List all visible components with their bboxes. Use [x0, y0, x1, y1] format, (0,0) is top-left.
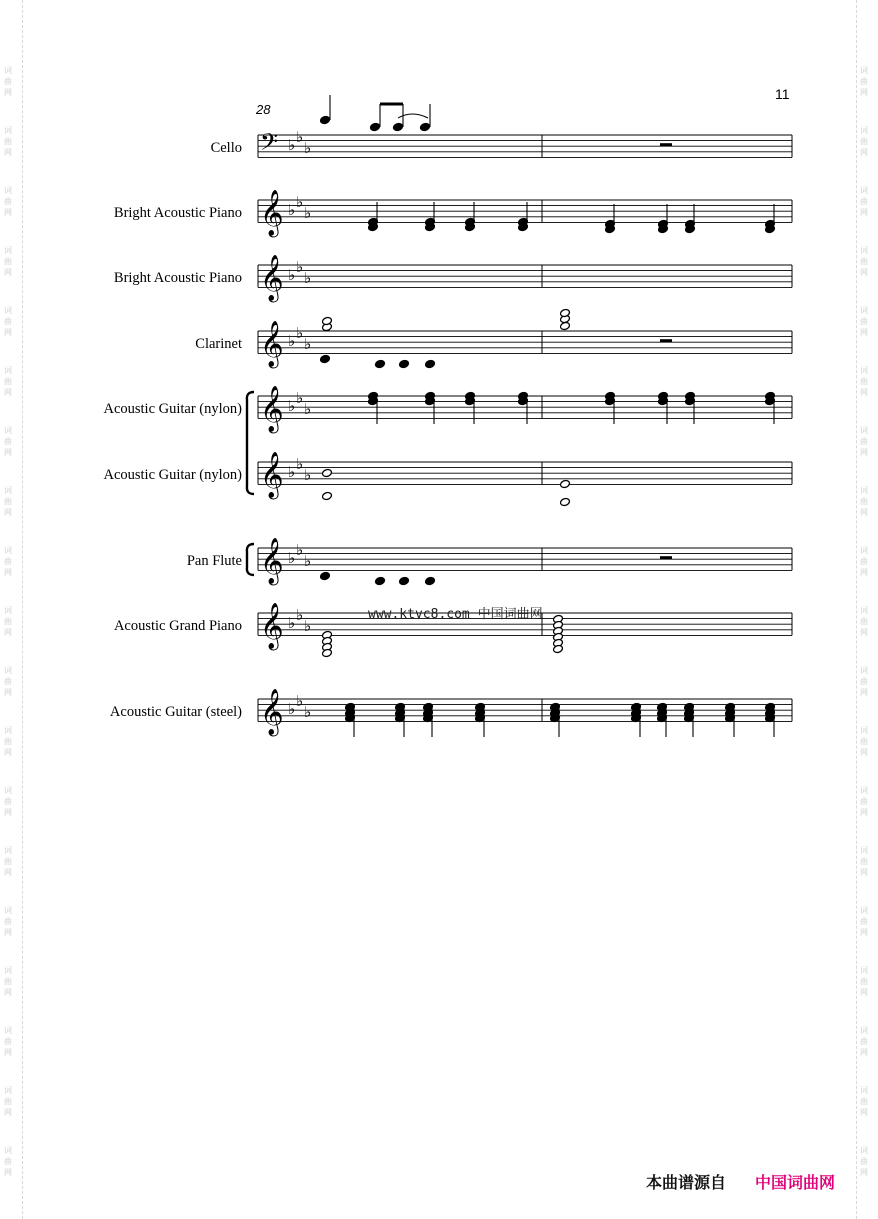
key-flat: ♭ [304, 466, 312, 484]
key-flat: ♭ [296, 388, 304, 407]
side-watermark-char: 曲 [860, 737, 868, 746]
key-flat: ♭ [304, 617, 312, 635]
notehead [560, 497, 571, 506]
side-watermark-char: 曲 [4, 137, 12, 146]
treble-clef: 𝄞 [260, 452, 284, 498]
notehead [370, 122, 381, 131]
key-flat: ♭ [296, 323, 304, 342]
notehead [425, 359, 436, 368]
key-flat: ♭ [288, 332, 296, 351]
side-watermark-char: 网 [4, 1168, 12, 1177]
half-rest [660, 339, 672, 342]
side-watermark-char: 网 [860, 508, 868, 517]
side-watermark-char: 曲 [4, 677, 12, 686]
side-watermark-char: 词 [4, 1026, 12, 1035]
bass-clef: 𝄢 [260, 128, 279, 161]
side-watermark-char: 曲 [4, 737, 12, 746]
side-watermark-char: 网 [860, 808, 868, 817]
side-watermark-char: 网 [4, 928, 12, 937]
side-watermark-char: 网 [860, 688, 868, 697]
side-watermark-char: 词 [4, 186, 12, 195]
side-watermark-char: 网 [4, 1048, 12, 1057]
key-flat: ♭ [288, 549, 296, 568]
side-watermark-char: 词 [860, 246, 868, 255]
key-flat: ♭ [296, 192, 304, 211]
side-watermark-char: 网 [4, 748, 12, 757]
notehead [393, 122, 404, 131]
side-watermark-char: 词 [4, 786, 12, 795]
side-watermark-char: 网 [860, 988, 868, 997]
instrument-label-grand-piano: Acoustic Grand Piano [113, 618, 242, 634]
key-flat: ♭ [296, 127, 304, 146]
side-watermark-char: 网 [860, 388, 868, 397]
side-watermark-char: 词 [860, 966, 868, 975]
side-watermark-char: 词 [4, 726, 12, 735]
side-watermark-char: 词 [860, 606, 868, 615]
side-watermark-char: 曲 [860, 797, 868, 806]
side-watermark-char: 网 [4, 88, 12, 97]
key-flat: ♭ [288, 136, 296, 155]
side-watermark-char: 曲 [4, 377, 12, 386]
side-watermark-char: 词 [860, 666, 868, 675]
key-flat: ♭ [304, 335, 312, 353]
notehead [375, 576, 386, 585]
key-flat: ♭ [304, 139, 312, 157]
side-watermark-char: 网 [4, 388, 12, 397]
page-number: 11 [775, 86, 790, 102]
side-watermark-char: 词 [860, 306, 868, 315]
side-watermark-char: 曲 [860, 617, 868, 626]
side-watermark-char: 网 [860, 628, 868, 637]
side-watermark-char: 网 [4, 508, 12, 517]
side-watermark-char: 曲 [4, 317, 12, 326]
key-flat: ♭ [296, 257, 304, 276]
side-watermark-char: 词 [4, 66, 12, 75]
side-watermark-char: 曲 [4, 257, 12, 266]
key-flat: ♭ [288, 201, 296, 220]
side-watermark-char: 曲 [860, 557, 868, 566]
key-flat: ♭ [296, 454, 304, 473]
side-watermark-char: 词 [860, 1086, 868, 1095]
instrument-label-bright-piano-2: Bright Acoustic Piano [113, 270, 242, 286]
side-watermark-char: 网 [4, 808, 12, 817]
treble-clef: 𝄞 [260, 386, 284, 432]
side-watermark-char: 曲 [860, 1157, 868, 1166]
key-flat: ♭ [296, 540, 304, 559]
key-flat: ♭ [288, 397, 296, 416]
side-watermark-char: 曲 [860, 857, 868, 866]
notehead [399, 576, 410, 585]
side-watermark-char: 网 [4, 448, 12, 457]
key-flat: ♭ [304, 400, 312, 418]
key-flat: ♭ [288, 463, 296, 482]
notehead [322, 468, 333, 477]
side-watermark-char: 词 [4, 906, 12, 915]
key-flat: ♭ [304, 269, 312, 287]
side-watermark-char: 曲 [860, 917, 868, 926]
side-watermark-char: 网 [860, 88, 868, 97]
key-flat: ♭ [288, 700, 296, 719]
side-watermark-char: 曲 [4, 497, 12, 506]
side-watermark-char: 曲 [860, 677, 868, 686]
side-watermark-char: 网 [4, 148, 12, 157]
half-rest [660, 556, 672, 559]
side-watermark-char: 曲 [860, 197, 868, 206]
side-watermark-char: 曲 [4, 797, 12, 806]
treble-clef: 𝄞 [260, 321, 284, 367]
notehead [425, 576, 436, 585]
key-flat: ♭ [304, 552, 312, 570]
notehead [320, 115, 331, 124]
side-watermark-char: 网 [860, 448, 868, 457]
notehead [399, 359, 410, 368]
side-watermark-char: 网 [860, 1048, 868, 1057]
side-watermark-char: 曲 [860, 317, 868, 326]
side-watermark-char: 网 [860, 748, 868, 757]
footer-source-label: 本曲谱源自 [646, 1173, 727, 1192]
side-watermark-char: 词 [860, 186, 868, 195]
side-watermark-char: 曲 [860, 497, 868, 506]
side-watermark-char: 曲 [4, 437, 12, 446]
side-watermark-char: 曲 [860, 377, 868, 386]
side-watermark-char: 网 [860, 1108, 868, 1117]
key-flat: ♭ [304, 204, 312, 222]
guitar-nylon-group-bracket [247, 392, 254, 494]
side-watermark-char: 曲 [860, 137, 868, 146]
side-watermark-char: 词 [4, 126, 12, 135]
key-flat: ♭ [296, 691, 304, 710]
side-watermark-char: 曲 [860, 77, 868, 86]
instrument-label-clarinet: Clarinet [195, 336, 242, 352]
side-watermark-char: 网 [4, 1108, 12, 1117]
instrument-label-bright-piano-1: Bright Acoustic Piano [113, 205, 242, 221]
side-watermark-char: 曲 [4, 1037, 12, 1046]
side-watermark-char: 网 [4, 868, 12, 877]
side-watermark-char: 词 [4, 366, 12, 375]
side-watermark-char: 词 [4, 1086, 12, 1095]
key-flat: ♭ [296, 605, 304, 624]
notehead [320, 571, 331, 580]
side-watermark-char: 网 [860, 208, 868, 217]
notehead [375, 359, 386, 368]
instrument-label-pan-flute: Pan Flute [186, 553, 242, 569]
key-flat: ♭ [288, 614, 296, 633]
side-watermark-char: 词 [4, 606, 12, 615]
side-watermark-char: 网 [4, 268, 12, 277]
side-watermark-char: 网 [4, 328, 12, 337]
side-watermark-char: 词 [860, 126, 868, 135]
side-watermark-char: 词 [860, 426, 868, 435]
side-watermark-char: 词 [4, 666, 12, 675]
treble-clef: 𝄞 [260, 603, 284, 649]
side-watermark-char: 词 [860, 1146, 868, 1155]
measure-number: 28 [256, 102, 271, 117]
key-flat: ♭ [304, 703, 312, 721]
notehead [420, 122, 431, 131]
side-watermark-char: 词 [860, 486, 868, 495]
side-watermark-char: 词 [4, 846, 12, 855]
side-watermark-char: 网 [4, 688, 12, 697]
side-watermark-char: 曲 [860, 977, 868, 986]
side-watermark-char: 词 [4, 1146, 12, 1155]
footer-site-name: 中国词曲网 [755, 1173, 836, 1192]
side-watermark-char: 网 [860, 328, 868, 337]
side-watermark-char: 网 [860, 928, 868, 937]
side-watermark-char: 曲 [860, 1097, 868, 1106]
side-watermark-char: 曲 [4, 917, 12, 926]
side-watermark-char: 词 [4, 426, 12, 435]
side-watermark-char: 网 [4, 988, 12, 997]
side-watermark-char: 词 [4, 246, 12, 255]
side-watermark-char: 网 [4, 628, 12, 637]
side-watermark-char: 词 [860, 846, 868, 855]
side-watermark-char: 曲 [860, 1037, 868, 1046]
side-watermark-char: 曲 [4, 857, 12, 866]
side-watermark-char: 网 [860, 568, 868, 577]
side-watermark-char: 词 [4, 486, 12, 495]
side-watermark-char: 曲 [4, 77, 12, 86]
side-watermark-char: 词 [4, 306, 12, 315]
treble-clef: 𝄞 [260, 255, 284, 301]
instrument-label-steel-guitar: Acoustic Guitar (steel) [109, 704, 242, 720]
treble-clef: 𝄞 [260, 689, 284, 735]
side-watermark-char: 词 [860, 906, 868, 915]
side-watermark-char: 网 [860, 148, 868, 157]
side-watermark-char: 网 [860, 1168, 868, 1177]
side-watermark-char: 曲 [4, 557, 12, 566]
side-watermark-char: 曲 [860, 257, 868, 266]
side-watermark-char: 曲 [4, 617, 12, 626]
side-watermark-char: 曲 [4, 1097, 12, 1106]
instrument-label-nylon-guitar-1: Acoustic Guitar (nylon) [103, 401, 242, 417]
side-watermark-char: 曲 [4, 1157, 12, 1166]
instrument-label-nylon-guitar-2: Acoustic Guitar (nylon) [103, 467, 242, 483]
side-watermark-char: 词 [860, 1026, 868, 1035]
instrument-label-cello: Cello [210, 140, 242, 156]
notehead [320, 354, 331, 363]
side-watermark-char: 词 [860, 786, 868, 795]
key-flat: ♭ [288, 266, 296, 285]
side-watermark-char: 网 [860, 268, 868, 277]
side-watermark-char: 词 [860, 66, 868, 75]
notehead [322, 491, 333, 500]
side-watermark-char: 曲 [860, 437, 868, 446]
side-watermark-char: 曲 [4, 977, 12, 986]
treble-clef: 𝄞 [260, 538, 284, 584]
side-watermark-char: 曲 [4, 197, 12, 206]
side-watermark-char: 词 [4, 966, 12, 975]
side-watermark-char: 词 [860, 366, 868, 375]
side-watermark-char: 网 [860, 868, 868, 877]
side-watermark-char: 网 [4, 568, 12, 577]
half-rest [660, 143, 672, 146]
pan-flute-bracket [247, 544, 254, 575]
side-watermark-char: 词 [4, 546, 12, 555]
site-watermark: www.ktvc8.com 中国词曲网 [368, 607, 543, 622]
side-watermark-char: 网 [4, 208, 12, 217]
notehead [560, 479, 571, 488]
side-watermark-char: 词 [860, 726, 868, 735]
side-watermark-char: 词 [860, 546, 868, 555]
treble-clef: 𝄞 [260, 190, 284, 236]
